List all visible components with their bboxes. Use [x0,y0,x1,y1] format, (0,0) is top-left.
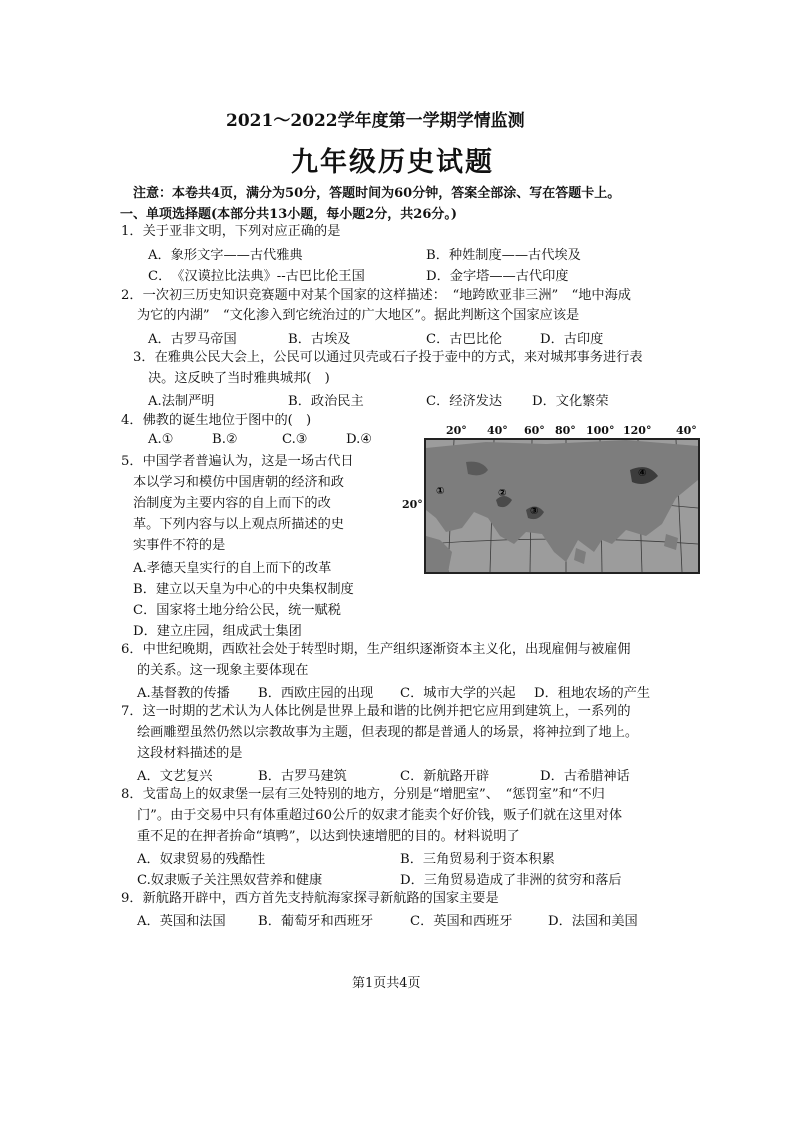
page-number: 第1页共4页 [352,976,421,991]
question-7-line-1: 7．这一时期的艺术认为人体比例是世界上最和谐的比例并把它应用到建筑上，一系列的 [121,704,631,719]
exam-subject-title: 九年级历史试题 [291,147,494,178]
map-graphic [426,440,698,572]
question-5-option-c: C．国家将土地分给公民，统一赋税 [133,603,341,618]
question-5-line-5: 实事件不符的是 [133,538,226,553]
question-9-option-b: B．葡萄牙和西班牙 [258,914,374,929]
question-6-option-d: D．租地农场的产生 [534,686,651,701]
question-8-option-a: A．奴隶贸易的残酷性 [137,852,266,867]
question-6-option-a: A.基督教的传播 [137,686,230,701]
question-4-option-c: C.③ [282,432,308,447]
question-3-option-b: B．政治民主 [288,394,364,409]
question-9-option-c: C．英国和西班牙 [410,914,513,929]
question-5-option-b: B．建立以天皇为中心的中央集权制度 [133,582,354,597]
question-8-option-d: D．三角贸易造成了非洲的贫穷和落后 [400,873,622,888]
eurasia-map [424,438,700,574]
map-marker-4: ④ [638,468,647,479]
question-5-option-d: D．建立庄园，组成武士集团 [133,624,302,639]
question-6-option-c: C．城市大学的兴起 [400,686,516,701]
question-6-option-b: B．西欧庄园的出现 [258,686,374,701]
question-6-line-2: 的关系。这一现象主要体现在 [137,663,309,678]
map-longitude-label: 40° [487,424,508,437]
question-9-option-a: A．英国和法国 [137,914,226,929]
exam-title: 2021～2022学年度第一学期学情监测 [226,111,525,131]
section-heading: 一、单项选择题(本部分共13小题，每小题2分，共26分。) [120,207,458,222]
question-5-line-1: 5．中国学者普遍认为，这是一场古代日 [121,454,354,469]
question-1-option-d: D．金字塔——古代印度 [426,269,569,284]
question-2-option-c: C．古巴比伦 [426,332,503,347]
map-marker-3: ③ [530,506,539,517]
map-marker-1: ① [436,486,445,497]
question-7-option-a: A．文艺复兴 [137,769,213,784]
question-7-line-2: 绘画雕塑虽然仍然以宗教故事为主题，但表现的都是普通人的场景，将神拉到了地上。 [137,725,639,740]
question-2-option-b: B．古埃及 [288,332,351,347]
map-longitude-label: 40° [676,424,697,437]
question-2-line-2: 为它的内湖” “文化渗入到它统治过的广大地区”。据此判断这个国家应该是 [137,308,580,323]
question-1-option-a: A．象形文字——古代雅典 [148,248,303,263]
question-8-option-b: B．三角贸易利于资本积累 [400,852,555,867]
question-3-line-1: 3．在雅典公民大会上，公民可以通过贝壳或石子投于壶中的方式，来对城邦事务进行表 [133,350,643,365]
map-marker-2: ② [498,488,507,499]
question-5-option-a: A.孝德天皇实行的自上而下的改革 [133,561,332,576]
question-4-option-b: B.② [212,432,238,447]
question-5-line-4: 革。下列内容与以上观点所描述的史 [133,517,344,532]
question-1-option-b: B．种姓制度——古代埃及 [426,248,581,263]
question-1-option-c: C． 《汉谟拉比法典》--古巴比伦王国 [148,269,365,284]
exam-note: 注意：本卷共4页，满分为50分，答题时间为60分钟，答案全部涂、写在答题卡上。 [133,186,621,201]
map-longitude-label: 80° [555,424,576,437]
map-longitude-label: 60° [524,424,545,437]
question-3-line-2: 决。这反映了当时雅典城邦( ) [148,371,330,386]
question-2-option-a: A．古罗马帝国 [148,332,237,347]
question-1-stem: 1．关于亚非文明，下列对应正确的是 [121,224,341,239]
question-9-option-d: D．法国和美国 [548,914,638,929]
question-7-option-c: C．新航路开辟 [400,769,490,784]
question-5-line-2: 本以学习和模仿中国唐朝的经济和政 [133,475,344,490]
question-4-option-d: D.④ [346,432,373,447]
question-9-stem: 9．新航路开辟中，西方首先支持航海家探寻新航路的国家主要是 [121,891,499,906]
question-8-line-2: 门”。由于交易中只有体重超过60公斤的奴隶才能卖个好价钱，贩子们就在这里对体 [137,808,623,823]
question-8-option-c: C.奴隶贩子关注黑奴营养和健康 [137,873,323,888]
map-latitude-label: 20° [402,498,423,511]
question-8-line-3: 重不足的在押者拚命“填鸭”，以达到快速增肥的目的。材料说明了 [137,829,520,844]
question-4-stem: 4．佛教的诞生地位于图中的( ) [121,413,312,428]
question-3-option-d: D．文化繁荣 [532,394,609,409]
question-3-option-c: C．经济发达 [426,394,503,409]
question-6-line-1: 6．中世纪晚期，西欧社会处于转型时期，生产组织逐渐资本主义化，出现雇佣与被雇佣 [121,642,631,657]
question-7-line-3: 这段材料描述的是 [137,746,243,761]
map-longitude-label: 120° [623,424,652,437]
map-longitude-label: 20° [446,424,467,437]
question-2-option-d: D．古印度 [540,332,604,347]
question-5-line-3: 治制度为主要内容的自上而下的改 [133,496,331,511]
question-7-option-b: B．古罗马建筑 [258,769,347,784]
question-3-option-a: A.法制严明 [148,394,215,409]
question-8-line-1: 8．戈雷岛上的奴隶堡一层有三处特别的地方，分别是“增肥室”、 “惩罚室”和“不归 [121,787,605,802]
map-longitude-label: 100° [586,424,615,437]
question-2-line-1: 2．一次初三历史知识竞赛题中对某个国家的这样描述： “地跨欧亚非三洲” “地中海成 [121,288,631,303]
question-4-option-a: A.① [148,432,174,447]
question-7-option-d: D．古希腊神话 [540,769,630,784]
